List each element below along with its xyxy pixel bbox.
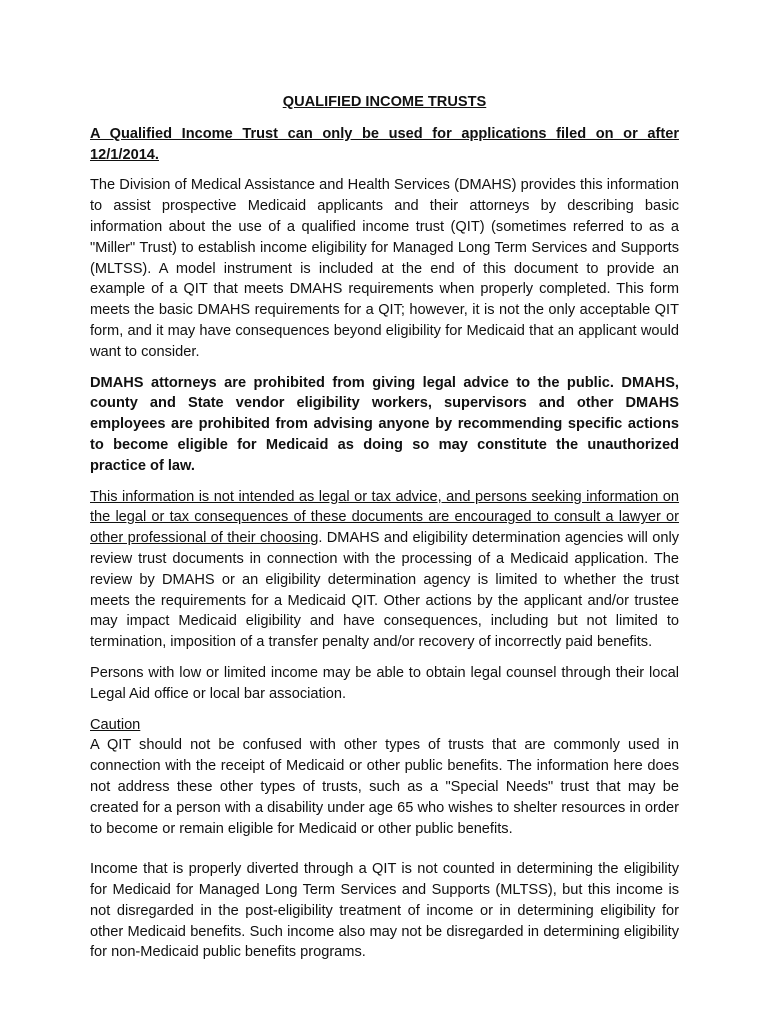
caution-heading: Caution	[90, 716, 141, 733]
disclaimer-underlined-text: This information is not intended as legal or tax advice, and persons seeking information on the legal or tax consequences of these documents are encouraged to consult a lawyer or other professional of their choosing	[90, 488, 679, 547]
caution-paragraph: A QIT should not be confused with other types of trusts that are commonly used in connection with the receipt of Medicaid or other public benefits. The information here does not address these other types of trusts, such as a "Special Needs" trust that may be created for a person with a disability under age 65 who wishes to shelter resources in order to become or remain eligible for Medicaid or other public benefits.	[90, 737, 679, 837]
disclaimer-paragraph	[90, 487, 679, 653]
legal-advice-warning: DMAHS attorneys are prohibited from giving legal advice to the public. DMAHS, county and State vendor eligibility workers, supervisors and other DMAHS employees are prohibited from advising anyone by recommending specific actions to become eligible for Medicaid as doing so may constitute the unauthorized practice of law.	[90, 374, 679, 474]
document-page	[90, 92, 679, 973]
document-title: QUALIFIED INCOME TRUSTS	[282, 94, 487, 110]
intro-paragraph: The Division of Medical Assistance and Health Services (DMAHS) provides this information to assist prospective Medicaid applicants and their attorneys by describing basic information about the use of a qualified income trust (QIT) (sometimes referred to as a "Miller" Trust) to establish income eligibility for Managed Long Term Services and Supports (MLTSS). A model instrument is included at the end of this document to provide an example of a QIT that meets DMAHS requirements when properly completed. This form meets the basic DMAHS requirements for a QIT; however, it is not the only acceptable QIT form, and it may have consequences beyond eligibility for Medicaid that an applicant would want to consider.	[90, 177, 679, 360]
disclaimer-rest-text: . DMAHS and eligibility determination agencies will only review trust documents in connection with the processing of a Medicaid application. The review by DMAHS or an eligibility determination agency is limited to whether the trust meets the requirements for a Medicaid QIT. Other actions by the applicant and/or trustee may impact Medicaid eligibility and have consequences, including but not limited to termination, imposition of a transfer penalty and/or recovery of incorrectly paid benefits.	[90, 530, 679, 651]
legal-aid-paragraph: Persons with low or limited income may be able to obtain legal counsel through their local Legal Aid office or local bar association.	[90, 664, 679, 702]
income-paragraph: Income that is properly diverted through a QIT is not counted in determining the eligibility for Medicaid for Managed Long Term Services and Supports (MLTSS), but this income is not disregarded in the post-eligibility treatment of income or in determining eligibility for other Medicaid benefits. Such income also may not be disregarded in determining eligibility for non-Medicaid public benefits programs.	[90, 861, 679, 961]
filing-date-notice: A Qualified Income Trust can only be used for applications filed on or after 12/1/2014.	[90, 125, 679, 163]
